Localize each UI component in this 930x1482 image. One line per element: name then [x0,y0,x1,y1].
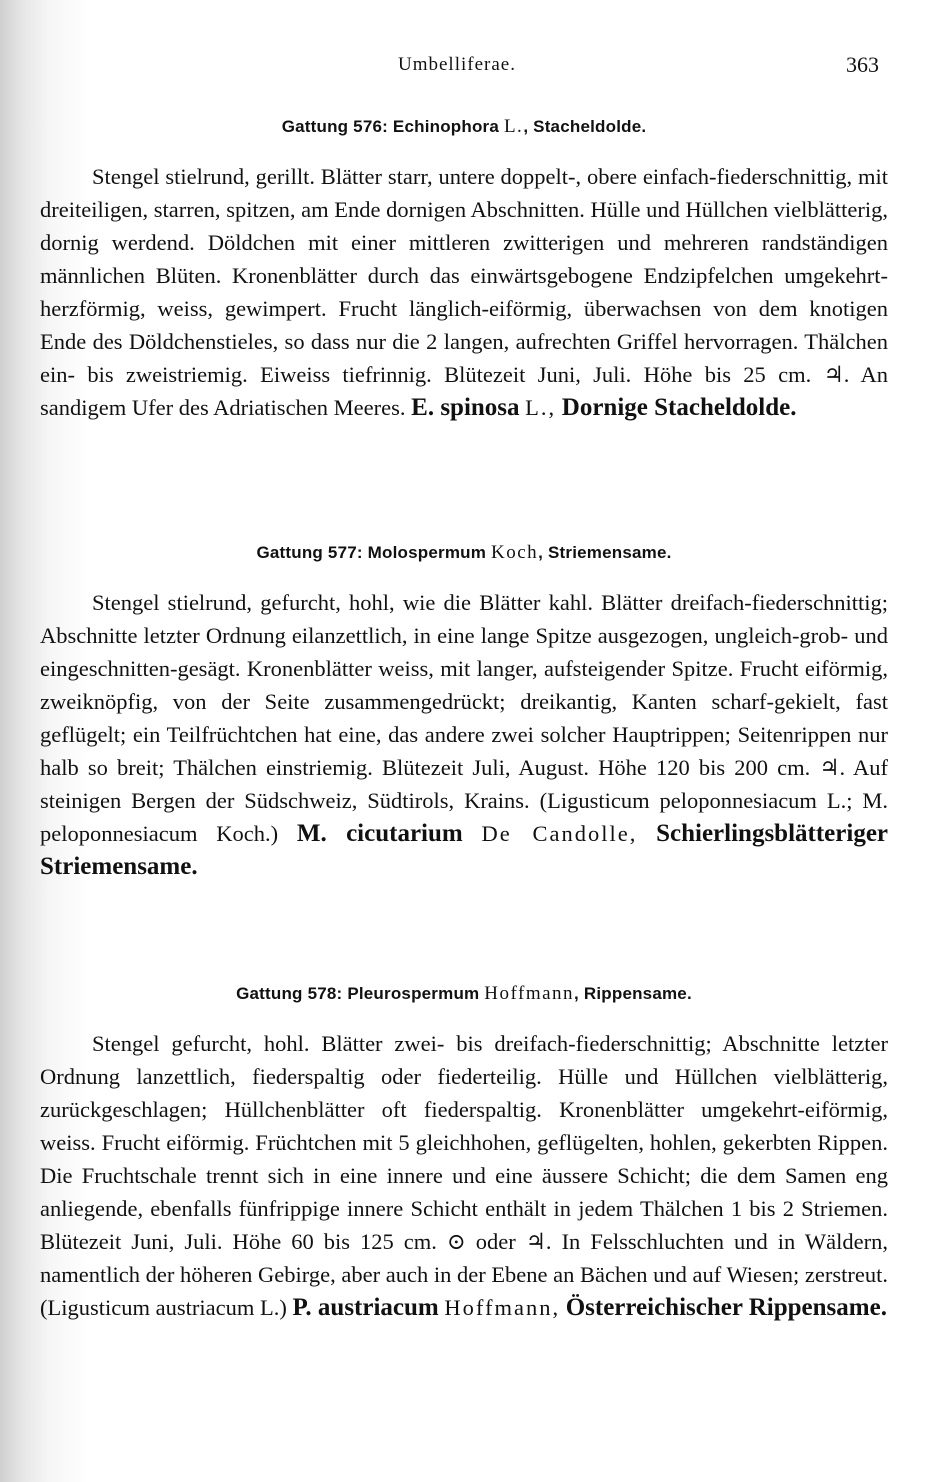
description-text: Stengel stielrund, gefurcht, hohl, wie die Blätter kahl. Blätter dreifach-fiederschnittig; Abschnitte letzter Ordnung eilanzettlich, in eine lange Spitze ausgezogen, ungleich-grob- und eingeschnitten-gesägt. Kronenblätter weiss, mit langer, aufsteigender Spitze. Frucht eiförmig, zweiknöpfig, von der Seite zusammengedrückt; dreikantig, Kanten scharf-gekielt, fast geflügelt; ein Teilfrüchtchen hat eine, das andere zwei solcher Hauptrippen; Seitenrippen nur halb so breit; Thälchen einstriemig. Blütezeit Juli, August. Höhe 120 bis 200 cm. ♃. Auf steinigen Bergen der Südschweiz, Südtirols, Krains. (Ligusticum peloponnesiacum L.; M. peloponnesiacum Koch.) [40,590,888,846]
genus-heading-common: , Stacheldolde. [523,117,647,136]
species-name: M. cicutarium [296,820,463,847]
species-author: L., [525,395,557,420]
genus-heading [40,116,888,138]
genus-section-578 [40,983,888,1324]
description-text: Stengel stielrund, gerillt. Blätter starr, untere doppelt-, obere einfach-fiederschnittig, mit dreiteiligen, starren, spitzen, am Ende dornigen Abschnitten. Hülle und Hüllchen vielblätterig, dornig werdend. Döldchen mit einer mittleren zwitterigen und mehreren randständigen männlichen Blüten. Kronenblätter durch das einwärtsgebogene Endzipfelchen umgekehrt-herzförmig, weiss, gewimpert. Frucht länglich-eiförmig, überwachsen von dem knotigen Ende des Döldchenstieles, so dass nur die 2 langen, aufrechten Griffel hervorragen. Thälchen ein- bis zweistriemig. Eiweiss tiefrinnig. Blütezeit Juni, Juli. Höhe bis 25 cm. ♃. An sandigem Ufer des Adriatischen Meeres. [40,164,888,420]
genus-heading-prefix: Gattung 576: Echinophora [281,117,500,136]
running-title: Umbelliferae. [398,54,516,75]
genus-heading-prefix: Gattung 577: Molospermum [256,543,487,562]
genus-description [40,160,888,424]
species-common-name: Österreichischer Rippensame. [565,1294,887,1321]
genus-heading-common: , Striemensame. [538,543,672,562]
species-author: Hoffmann, [444,1295,561,1320]
genus-heading-prefix: Gattung 578: Pleurospermum [236,984,480,1003]
genus-section-577 [40,542,888,883]
species-common-name: Schierlingsblätteriger Striemensame. [40,820,889,880]
species-name: P. austriacum [292,1294,439,1321]
running-head [0,50,930,80]
genus-heading [40,983,888,1005]
genus-heading-common: , Rippensame. [574,984,692,1003]
species-common-name: Dornige Stacheldolde. [561,394,797,421]
genus-section-576 [40,116,888,424]
page-number: 363 [846,52,879,77]
genus-heading [40,542,888,564]
description-text: Stengel gefurcht, hohl. Blätter zwei- bis dreifach-fiederschnittig; Abschnitte letzter Ordnung lanzettlich, fiederspaltig oder fiederteilig. Hülle und Hüllchen vielblätterig, zurückgeschlagen; Hüllchenblätter oft fiederspaltig. Kronenblätter umgekehrt-eiförmig, weiss. Frucht eiförmig. Früchtchen mit 5 gleichhohen, geflügelten, hohlen, gekerbten Rippen. Die Fruchtschale trennt sich in eine innere und eine äussere Schicht; die dem Samen eng anliegende, ebenfalls fünfrippige innere Schicht enthält in jedem Thälchen 1 bis 2 Striemen. Blütezeit Juni, Juli. Höhe 60 bis 125 cm. ⊙ oder ♃. In Felsschluchten und in Wäldern, namentlich der höheren Gebirge, aber auch in der Ebene an Bächen und auf Wiesen; zerstreut. (Ligusticum austriacum L.) [40,1031,888,1320]
species-author: De Candolle, [481,821,638,846]
genus-heading-author: L. [503,116,524,137]
genus-heading-author: Hoffmann [484,983,575,1004]
genus-description [40,1027,888,1324]
species-name: E. spinosa [411,394,520,421]
genus-description [40,586,888,883]
genus-heading-author: Koch [490,542,539,563]
